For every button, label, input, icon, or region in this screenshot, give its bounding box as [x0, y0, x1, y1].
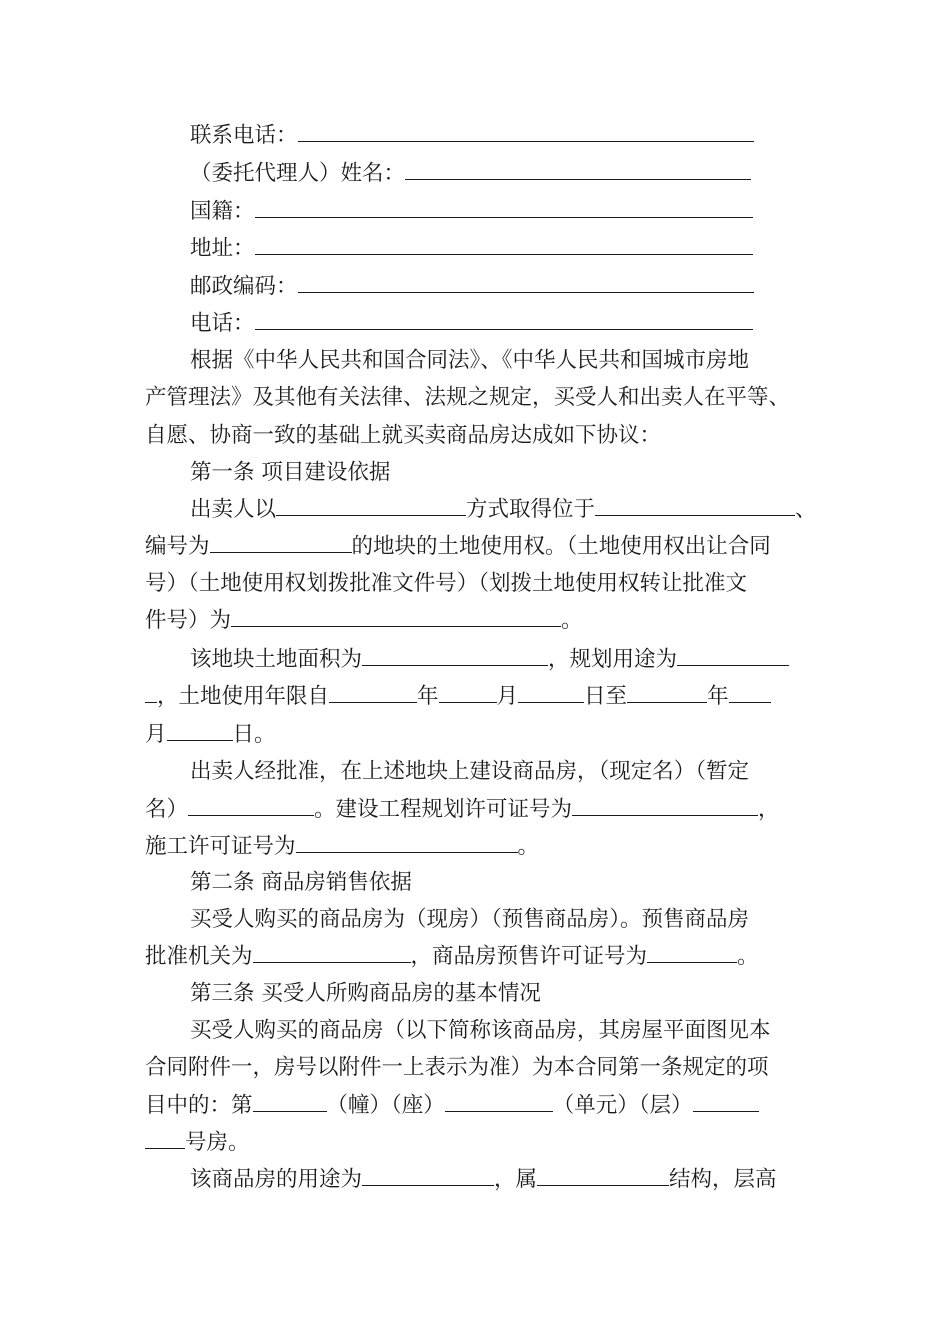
- article3-p1-line3: [145, 1091, 759, 1121]
- text: 。: [561, 608, 583, 633]
- plot-number-blank[interactable]: [210, 532, 352, 553]
- article1-p3-line1: 出卖人经批准，在上述地块上建设商品房，（现定名）（暂定: [190, 759, 750, 784]
- text: 编号为: [145, 534, 210, 559]
- unit-blank[interactable]: [445, 1091, 553, 1112]
- start-month-blank[interactable]: [439, 682, 497, 703]
- article3-p1-line4: [145, 1128, 250, 1158]
- tel-blank[interactable]: [255, 309, 753, 330]
- article2-p1-line2: [145, 942, 759, 972]
- text: 号房。: [185, 1130, 250, 1155]
- end-day-blank[interactable]: [167, 720, 233, 741]
- article3-p2-line1: [190, 1165, 777, 1195]
- preamble-line: 产管理法》及其他有关法律、法规之规定，买受人和出卖人在平等、: [145, 385, 791, 410]
- article1-p1-line4: [145, 606, 583, 636]
- text: （单元）（层）: [552, 1093, 693, 1118]
- end-month-blank[interactable]: [729, 682, 771, 703]
- tel-line: [190, 309, 753, 339]
- text: ，属: [494, 1167, 538, 1192]
- agent-name-label: （委托代理人）姓名：: [190, 161, 406, 186]
- address-blank[interactable]: [255, 234, 753, 255]
- phone-blank[interactable]: [298, 121, 754, 142]
- approval-authority-blank[interactable]: [253, 942, 411, 963]
- preamble-line: 根据《中华人民共和国合同法》、《中华人民共和国城市房地: [190, 348, 750, 373]
- text: 结构，层高: [669, 1167, 777, 1192]
- address-label: 地址：: [190, 236, 255, 261]
- text: ，土地使用年限自: [157, 684, 330, 709]
- phone-label: 联系电话：: [190, 123, 298, 148]
- text: ，规划用途为: [548, 647, 678, 672]
- text: 的地块的土地使用权。（土地使用权出让合同: [351, 534, 771, 559]
- article2-p1-line1: 买受人购买的商品房为（现房）（预售商品房）。预售商品房: [190, 907, 750, 932]
- nationality-blank[interactable]: [255, 197, 753, 218]
- postal-code-blank[interactable]: [298, 272, 754, 293]
- article3-heading: 第三条 买受人所购商品房的基本情况: [190, 981, 541, 1006]
- text: 名）: [145, 797, 189, 822]
- agent-name-line: [190, 159, 751, 189]
- article1-p2-line2: [145, 682, 771, 712]
- text: 目中的：第: [145, 1093, 253, 1118]
- text: 。: [737, 944, 759, 969]
- text: ，: [758, 797, 780, 822]
- nationality-line: [190, 197, 753, 227]
- phone-line: [190, 121, 754, 151]
- article1-p1-line1: [190, 495, 817, 525]
- article1-p3-line3: [145, 832, 539, 862]
- text: 月: [496, 684, 519, 709]
- article2-heading: 第二条 商品房销售依据: [190, 870, 412, 895]
- nationality-label: 国籍：: [190, 199, 255, 224]
- text: 该地块土地面积为: [190, 647, 363, 672]
- end-year-blank[interactable]: [627, 682, 707, 703]
- article1-p1-line3: 号）（土地使用权划拨批准文件号）（划拨土地使用权转让批准文: [145, 571, 748, 596]
- article1-heading: 第一条 项目建设依据: [190, 460, 391, 485]
- project-name-blank[interactable]: [188, 795, 314, 816]
- approval-doc-blank[interactable]: [231, 606, 561, 627]
- agent-name-blank[interactable]: [405, 159, 751, 180]
- text: ，商品房预售许可证号为: [410, 944, 648, 969]
- text: 、: [795, 497, 817, 522]
- article1-p1-line2: [145, 532, 771, 562]
- text: 施工许可证号为: [145, 834, 296, 859]
- location-blank[interactable]: [595, 495, 795, 516]
- usage-blank[interactable]: [362, 1165, 494, 1186]
- text: 日。: [232, 722, 276, 747]
- acquisition-method-blank[interactable]: [276, 495, 466, 516]
- article1-p3-line2: [145, 795, 780, 825]
- address-line: [190, 234, 753, 264]
- text: 月: [145, 722, 167, 747]
- article3-p1-line1: 买受人购买的商品房（以下简称该商品房，其房屋平面图见本: [190, 1018, 771, 1043]
- structure-blank[interactable]: [537, 1165, 669, 1186]
- text: 日至: [584, 684, 628, 709]
- preamble-line: 自愿、协商一致的基础上就买卖商品房达成如下协议：: [145, 423, 662, 448]
- planning-permit-blank[interactable]: [572, 795, 758, 816]
- text: 出卖人以: [190, 497, 277, 522]
- article1-p2-line3: [145, 720, 276, 750]
- article1-p2-line1: [190, 645, 789, 675]
- construction-permit-blank[interactable]: [296, 832, 518, 853]
- presale-permit-blank[interactable]: [647, 942, 737, 963]
- text: 。建设工程规划许可证号为: [314, 797, 573, 822]
- text: （幢）（座）: [326, 1093, 445, 1118]
- postal-code-label: 邮政编码：: [190, 274, 298, 299]
- text: 件号）为: [145, 608, 232, 633]
- postal-code-line: [190, 272, 754, 302]
- text: 年: [417, 684, 439, 709]
- planned-use-blank-cont[interactable]: [145, 682, 157, 703]
- building-blank[interactable]: [253, 1091, 327, 1112]
- tel-label: 电话：: [190, 311, 255, 336]
- article3-p1-line2: 合同附件一，房号以附件一上表示为准）为本合同第一条规定的项: [145, 1055, 769, 1080]
- text: 方式取得位于: [466, 497, 596, 522]
- text: 批准机关为: [145, 944, 253, 969]
- room-number-blank[interactable]: [145, 1128, 185, 1149]
- text: 。: [517, 834, 540, 859]
- start-year-blank[interactable]: [329, 682, 417, 703]
- start-day-blank[interactable]: [518, 682, 584, 703]
- text: 该商品房的用途为: [190, 1167, 363, 1192]
- text: 年: [707, 684, 729, 709]
- floor-blank[interactable]: [693, 1091, 759, 1112]
- planned-use-blank[interactable]: [677, 645, 789, 666]
- land-area-blank[interactable]: [362, 645, 548, 666]
